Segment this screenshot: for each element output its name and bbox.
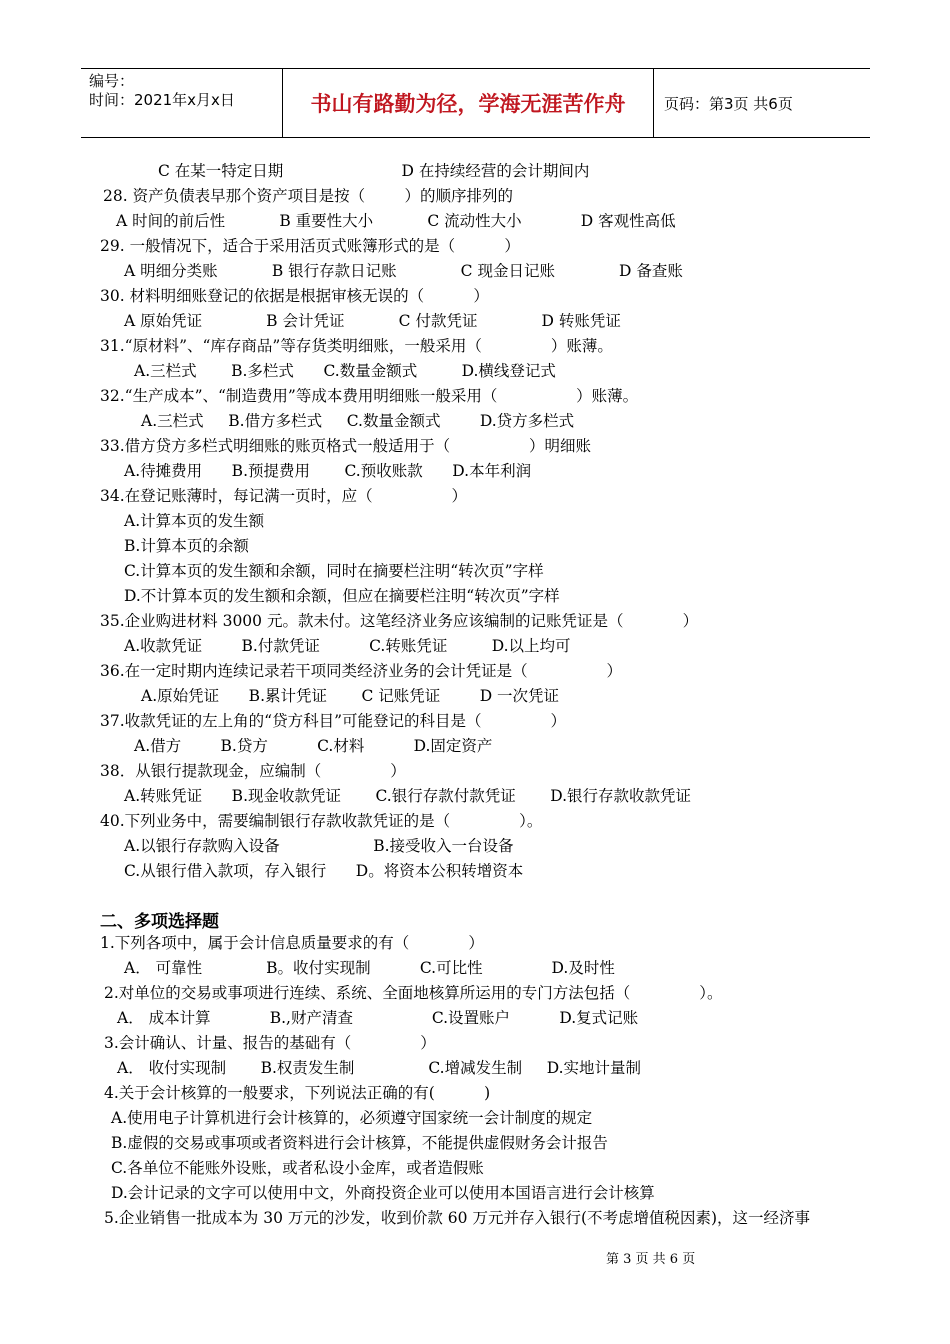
date-label: 时间：2021年x月x日 [89, 91, 235, 109]
text-line: D.会计记录的文字可以使用中文，外商投资企业可以使用本国语言进行会计核算 [111, 1184, 655, 1202]
text-line: A 时间的前后性 B 重要性大小 C 流动性大小 D 客观性高低 [116, 212, 676, 230]
text-line: 32.“生产成本”、“制造费用”等成本费用明细账一般采用（ ）账薄。 [100, 387, 639, 405]
text-line: 34.在登记账薄时，每记满一页时，应（ ） [100, 487, 467, 505]
header-page-label: 页码：第3页 共6页 [653, 69, 870, 137]
text-line: 35.企业购进材料 3000 元。款未付。这笔经济业务应该编制的记账凭证是（ ） [100, 612, 699, 630]
text-line: A.借方 B.贷方 C.材料 D.固定资产 [134, 737, 493, 755]
text-line: B.计算本页的余额 [124, 537, 249, 555]
text-line: 37.收款凭证的左上角的“贷方科目”可能登记的科目是（ ） [100, 712, 566, 730]
text-line: A.三栏式 B.多栏式 C.数量金额式 D.横线登记式 [134, 362, 556, 380]
text-line: A 原始凭证 B 会计凭证 C 付款凭证 D 转账凭证 [124, 312, 621, 330]
text-line: B.虚假的交易或事项或者资料进行会计核算，不能提供虚假财务会计报告 [111, 1134, 608, 1152]
text-line: D.不计算本页的发生额和余额，但应在摘要栏注明“转次页”字样 [124, 587, 560, 605]
text-line: A.原始凭证 B.累计凭证 C 记账凭证 D 一次凭证 [141, 687, 560, 705]
text-line: A.待摊费用 B.预提费用 C.预收账款 D.本年利润 [124, 462, 532, 480]
page-header [81, 68, 870, 138]
text-line: A.三栏式 B.借方多栏式 C.数量金额式 D.贷方多栏式 [141, 412, 575, 430]
text-line: C.从银行借入款项，存入银行 D。将资本公积转增资本 [124, 862, 524, 880]
text-line: A． 成本计算 B.,财产清查 C.设置账户 D.复式记账 [117, 1009, 639, 1027]
text-line: 28. 资产负债表早那个资产项目是按（ ）的顺序排列的 [103, 187, 513, 205]
text-line: 2.对单位的交易或事项进行连续、系统、全面地核算所运用的专门方法包括（ ）。 [104, 984, 723, 1002]
text-line: C 在某一特定日期 D 在持续经营的会计期间内 [158, 162, 590, 180]
text-line: A.计算本页的发生额 [124, 512, 265, 530]
text-line: 4.关于会计核算的一般要求，下列说法正确的有( ) [104, 1084, 491, 1102]
number-label: 编号： [89, 72, 135, 90]
text-line: A.收款凭证 B.付款凭证 C.转账凭证 D.以上均可 [124, 637, 571, 655]
text-line: 29. 一般情况下，适合于采用活页式账簿形式的是（ ） [100, 237, 520, 255]
section-title-multiple-choice: 二、多项选择题 [100, 912, 219, 932]
text-line: A 明细分类账 B 银行存款日记账 C 现金日记账 D 备查账 [124, 262, 683, 280]
text-line: 3.会计确认、计量、报告的基础有（ ） [104, 1034, 436, 1052]
text-line: C.计算本页的发生额和余额，同时在摘要栏注明“转次页”字样 [124, 562, 544, 580]
text-line: 38．从银行提款现金，应编制（ ） [100, 762, 406, 780]
text-line: A． 收付实现制 B.权责发生制 C.增减发生制 D.实地计量制 [117, 1059, 642, 1077]
text-line: A.使用电子计算机进行会计核算的，必须遵守国家统一会计制度的规定 [111, 1109, 593, 1127]
text-line: A． 可靠性 B。收付实现制 C.可比性 D.及时性 [124, 959, 615, 977]
text-line: 40.下列业务中，需要编制银行存款收款凭证的是（ ）。 [100, 812, 543, 830]
page-footer: 第 3 页 共 6 页 [606, 1252, 696, 1267]
text-line: A.转账凭证 B.现金收款凭证 C.银行存款付款凭证 D.银行存款收款凭证 [124, 787, 692, 805]
text-line: 31.“原材料”、“库存商品”等存货类明细账，一般采用（ ）账薄。 [100, 337, 613, 355]
header-motto: 书山有路勤为径，学海无涯苦作舟 [282, 69, 653, 137]
text-line: 30. 材料明细账登记的依据是根据审核无误的（ ） [100, 287, 489, 305]
text-line: 33.借方贷方多栏式明细账的账页格式一般适用于（ ）明细账 [100, 437, 591, 455]
text-line: 1.下列各项中，属于会计信息质量要求的有（ ） [100, 934, 484, 952]
text-line: A.以银行存款购入设备 B.接受收入一台设备 [124, 837, 514, 855]
text-line: C.各单位不能账外设账，或者私设小金库，或者造假账 [111, 1159, 484, 1177]
text-line: 36.在一定时期内连续记录若干项同类经济业务的会计凭证是（ ） [100, 662, 622, 680]
header-meta [81, 69, 282, 137]
text-line: 5.企业销售一批成本为 30 万元的沙发，收到价款 60 万元并存入银行(不考虑增值税因素)，这一经济事 [104, 1209, 811, 1227]
